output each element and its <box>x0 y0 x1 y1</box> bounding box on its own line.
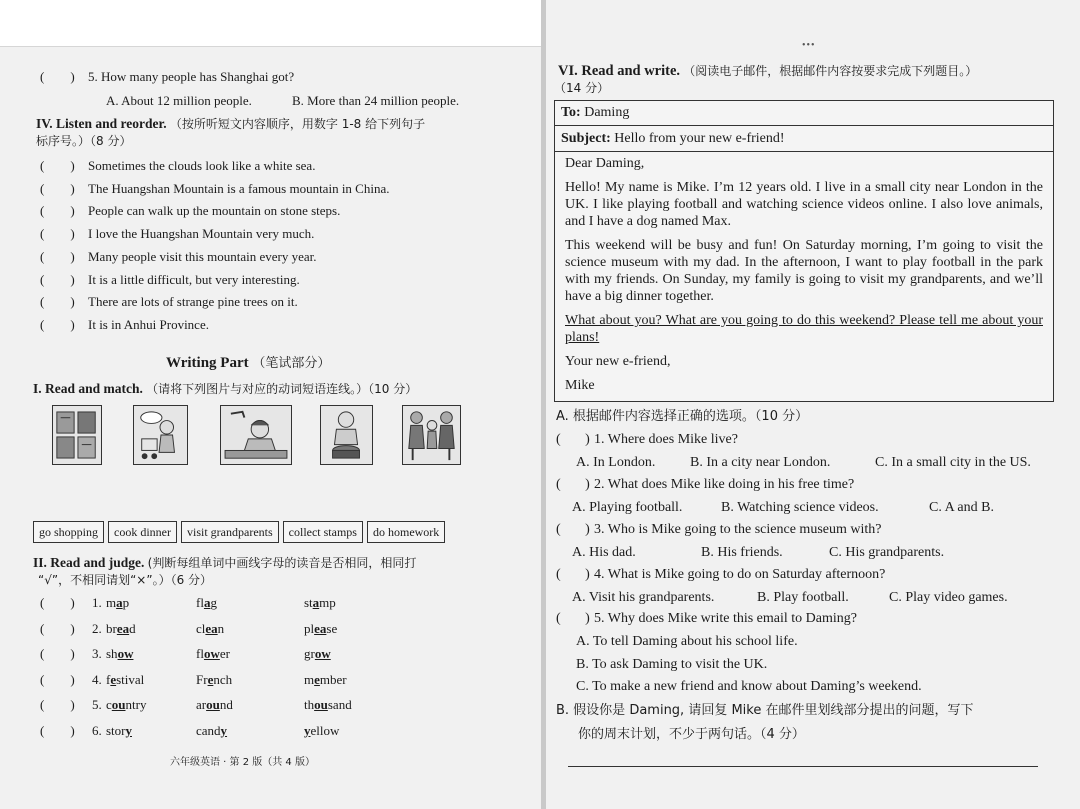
section-title: VI. Read and write. <box>558 63 681 79</box>
word-1-cell <box>106 646 133 662</box>
mc-option[interactable]: C. His grandparents. <box>829 545 945 560</box>
word-2: around <box>196 697 233 713</box>
underlined-letters: ea <box>116 620 130 636</box>
email-underlined-question: What about you? What are you going to do this weekend? Please tell me about your plans! <box>565 313 1043 345</box>
word-3: stamp <box>304 595 336 610</box>
books-picture[interactable] <box>52 405 102 465</box>
word-1: festival <box>106 671 145 687</box>
q3-5-row <box>40 69 294 85</box>
answer-blank[interactable]: ( ) <box>40 180 75 196</box>
answer-blank[interactable]: ( ) <box>40 69 75 84</box>
reorder-item <box>40 272 300 288</box>
homework-picture[interactable] <box>220 405 292 465</box>
answer-blank[interactable]: ( ) <box>556 432 590 447</box>
section-instruction: （阅读电子邮件，根据邮件内容按要求完成下列题目。） <box>683 64 978 78</box>
mc-question <box>556 611 857 627</box>
phonics-row <box>40 646 102 662</box>
phrase-go-shopping[interactable]: go shopping <box>33 521 104 543</box>
underlined-letters: y <box>304 723 311 738</box>
section-title: I. Read and match. <box>33 381 143 396</box>
answer-blank[interactable]: ( ) <box>40 316 75 332</box>
mc-option[interactable]: B. Watching science videos. <box>721 500 879 515</box>
mc-option[interactable]: B. In a city near London. <box>690 455 831 470</box>
books-icon <box>53 406 101 464</box>
section6-points: （14 分） <box>554 81 610 95</box>
reorder-sentence: Many people visit this mountain every year. <box>88 248 317 264</box>
part-a-title: A. 根据邮件内容选择正确的选项。（10 分） <box>556 409 809 424</box>
underlined-letters: a <box>203 595 211 610</box>
section6-heading <box>558 63 977 79</box>
underlined-letters: ou <box>314 697 328 713</box>
page-footer: 六年级英语 · 第 2 版（共 4 版） <box>170 757 315 768</box>
row-number: 4. <box>92 671 102 687</box>
word-3: member <box>304 671 347 687</box>
question-text: 1. Where does Mike live? <box>594 432 738 447</box>
word-1: country <box>106 697 147 713</box>
answer-blank[interactable]: ( ) <box>40 697 75 713</box>
to-label: To: <box>561 105 581 120</box>
word-1-cell <box>106 672 144 688</box>
mc-option[interactable]: B. His friends. <box>701 545 783 560</box>
row-number: 5. <box>92 697 102 713</box>
mc-option[interactable]: C. In a small city in the US. <box>875 455 1031 470</box>
email-paragraph-2: This weekend will be busy and fun! On Saturday morning, I’m going to visit the science museum with my dad. In the afternoon, I want to play football in the park with my friends. On Sunday, my family is going to visit my grandparents, and we’ll have a big dinner together. <box>565 238 1043 304</box>
part-b-line-1: B. 假设你是 Daming, 请回复 Mike 在邮件里划线部分提出的问题，写下 <box>556 703 974 718</box>
cooking-pot-icon <box>321 406 372 464</box>
reorder-sentence: It is a little difficult, but very interesting. <box>88 271 300 287</box>
underlined-letters: e <box>314 671 320 687</box>
reorder-item <box>40 203 340 219</box>
email-paragraph-1: Hello! My name is Mike. I’m 12 years old. I live in a small city near London in the UK. I like playing football and watching science videos online. I also love animals, and I have a dog named Max. <box>565 180 1043 229</box>
underlined-letters: e <box>110 671 117 687</box>
section-instruction: （按所听短文内容顺序，用数字 1-8 给下列句子 <box>169 117 426 131</box>
part-b-line-2: 你的周末计划，不少于两句话。（4 分） <box>578 727 805 742</box>
word-3: grow <box>304 646 331 662</box>
email-signature: Mike <box>565 378 595 393</box>
reorder-item <box>40 181 389 197</box>
phrase-collect-stamps[interactable]: collect stamps <box>283 521 363 543</box>
reorder-sentence: The Huangshan Mountain is a famous mountain in China. <box>88 180 390 196</box>
word-1-cell <box>106 595 129 611</box>
subject-value: Hello from your new e-friend! <box>614 131 785 146</box>
mc-option[interactable]: C. Play video games. <box>889 590 1008 605</box>
email-greeting: Dear Daming, <box>565 156 645 171</box>
page-dots: ••• <box>802 40 816 51</box>
reorder-item <box>40 158 315 174</box>
word-1-cell <box>106 723 132 739</box>
word-3-cell <box>304 595 336 611</box>
reorder-item <box>40 226 314 242</box>
desk-study-icon <box>221 406 291 464</box>
subject-label: Subject: <box>561 131 611 146</box>
reorder-sentence: There are lots of strange pine trees on it. <box>88 294 298 310</box>
section-instruction: (判断每组单词中画线字母的读音是否相同，相同打 <box>147 556 417 570</box>
phrase-do-homework[interactable]: do homework <box>367 521 445 543</box>
answer-blank[interactable]: ( ) <box>40 271 75 287</box>
shopping-picture[interactable] <box>133 405 188 465</box>
answer-blank[interactable]: ( ) <box>40 203 75 219</box>
word-3-cell <box>304 723 339 739</box>
underlined-letters: a <box>116 595 123 610</box>
section-instruction: （请将下列图片与对应的动词短语连线。）（10 分） <box>146 382 418 396</box>
word-1: show <box>106 646 134 662</box>
answer-blank[interactable]: ( ) <box>40 646 75 662</box>
phonics-row <box>40 672 102 688</box>
answer-blank[interactable]: ( ) <box>556 611 590 626</box>
underlined-letters: e <box>207 671 214 687</box>
mc-option[interactable]: A. His dad. <box>572 545 636 560</box>
shopping-cart-icon <box>134 406 187 464</box>
mc-question <box>556 477 854 493</box>
word-3: please <box>304 620 338 636</box>
question-text: 3. Who is Mike going to the science museum with? <box>594 522 882 537</box>
answer-blank[interactable]: ( ) <box>40 671 75 687</box>
answer-blank[interactable]: ( ) <box>40 595 75 610</box>
writing-part-title-cn: （笔试部分） <box>252 356 331 371</box>
word-2-cell <box>196 672 232 688</box>
right-page <box>546 0 1080 809</box>
phrase-row <box>33 521 445 543</box>
word-3-cell <box>304 646 331 662</box>
reorder-sentence: Sometimes the clouds look like a white sea. <box>88 158 316 173</box>
mc-option[interactable]: B. To ask Daming to visit the UK. <box>576 656 768 672</box>
underlined-letters: ea <box>205 620 218 636</box>
question-text: 5. How many people has Shanghai got? <box>88 69 295 84</box>
section2-heading <box>33 555 416 571</box>
writing-part-heading <box>166 355 330 372</box>
email-box <box>554 100 1054 402</box>
word-1-cell <box>106 697 146 713</box>
answer-blank[interactable]: ( ) <box>556 522 590 537</box>
mc-question <box>556 432 738 448</box>
phonics-row <box>40 595 102 611</box>
email-subject-row <box>555 126 1053 152</box>
phonics-row <box>40 723 102 739</box>
cooking-picture[interactable] <box>320 405 373 465</box>
word-2-cell <box>196 621 224 637</box>
phrase-visit-grandparents[interactable]: visit grandparents <box>181 521 279 543</box>
word-2-cell <box>196 595 217 611</box>
question-text: 2. What does Mike like doing in his free time? <box>594 477 855 492</box>
mc-option[interactable]: B. Play football. <box>757 590 849 605</box>
underlined-letters: ou <box>206 697 220 713</box>
word-3-cell <box>304 621 337 637</box>
mc-option[interactable]: C. A and B. <box>929 500 994 515</box>
word-3: thousand <box>304 697 352 713</box>
word-2-cell <box>196 646 230 662</box>
answer-blank[interactable]: ( ) <box>556 567 590 582</box>
answer-blank[interactable]: ( ) <box>40 294 75 310</box>
reorder-sentence: It is in Anhui Province. <box>88 316 209 332</box>
word-2-cell <box>196 723 227 739</box>
answer-blank[interactable]: ( ) <box>40 226 75 242</box>
answer-blank[interactable]: ( ) <box>40 158 75 173</box>
word-3-cell <box>304 672 347 688</box>
word-2: flag <box>196 595 217 610</box>
section1-heading <box>33 381 417 397</box>
family-walk-icon <box>403 406 460 464</box>
underlined-letters: ou <box>111 697 126 713</box>
section4-instruction-2: 标序号。）（8 分） <box>36 134 132 148</box>
grandparents-picture[interactable] <box>402 405 461 465</box>
answer-blank[interactable]: ( ) <box>40 248 75 264</box>
underlined-letters: y <box>125 723 132 738</box>
word-1: map <box>106 595 130 610</box>
mc-option[interactable]: A. To tell Daming about his school life. <box>576 634 798 649</box>
word-1: story <box>106 723 132 738</box>
mc-question <box>556 522 881 538</box>
answer-writing-line[interactable] <box>568 766 1038 767</box>
top-margin <box>0 0 541 47</box>
row-number: 6. <box>92 723 102 738</box>
mc-question <box>556 567 885 583</box>
section-title: IV. Listen and reorder. <box>36 116 167 131</box>
mc-option[interactable]: A. In London. <box>576 455 656 470</box>
word-2: flower <box>196 646 230 662</box>
q3-5-option-a: A. About 12 million people. <box>106 93 252 108</box>
answer-blank[interactable]: ( ) <box>556 477 590 492</box>
to-value: Daming <box>584 105 630 120</box>
q3-5-option-b: B. More than 24 million people. <box>292 93 460 108</box>
email-to-row <box>555 101 1053 126</box>
question-text: 4. What is Mike going to do on Saturday afternoon? <box>594 567 886 582</box>
row-number: 1. <box>92 595 102 610</box>
underlined-letters: ow <box>117 646 134 662</box>
word-2: French <box>196 671 233 687</box>
section4-heading <box>36 116 425 132</box>
mc-option[interactable]: A. Visit his grandparents. <box>572 590 715 605</box>
mc-option[interactable]: C. To make a new friend and know about Daming’s weekend. <box>576 679 922 694</box>
underlined-letters: ow <box>314 646 331 662</box>
section2-instruction-2: “√”，不相同请划“×”。）（6 分） <box>38 573 213 587</box>
reorder-item <box>40 317 209 333</box>
row-number: 3. <box>92 646 102 662</box>
underlined-letters: a <box>312 595 320 610</box>
reorder-item <box>40 249 317 265</box>
reorder-sentence: People can walk up the mountain on stone steps. <box>88 203 341 219</box>
writing-part-title: Writing Part <box>166 355 249 371</box>
phrase-cook-dinner[interactable]: cook dinner <box>108 521 177 543</box>
question-text: 5. Why does Mike write this email to Daming? <box>594 611 857 626</box>
mc-option[interactable]: A. Playing football. <box>572 500 683 515</box>
underlined-letters: ea <box>314 620 327 636</box>
answer-blank[interactable]: ( ) <box>40 723 75 738</box>
row-number: 2. <box>92 620 102 636</box>
word-1: bread <box>106 620 136 636</box>
reorder-item <box>40 294 298 310</box>
word-2: clean <box>196 620 225 636</box>
section-title: II. Read and judge. <box>33 555 145 570</box>
word-3: yellow <box>304 723 340 738</box>
reorder-sentence: I love the Huangshan Mountain very much. <box>88 226 315 242</box>
email-body <box>565 155 1043 394</box>
word-3-cell <box>304 697 352 713</box>
underlined-letters: y <box>220 723 228 738</box>
underlined-letters: ow <box>203 646 220 662</box>
word-2: candy <box>196 723 228 738</box>
phonics-row <box>40 697 102 713</box>
word-1-cell <box>106 621 136 637</box>
word-2-cell <box>196 697 233 713</box>
phonics-row <box>40 621 102 637</box>
email-closing: Your new e-friend, <box>565 354 671 369</box>
answer-blank[interactable]: ( ) <box>40 620 75 636</box>
